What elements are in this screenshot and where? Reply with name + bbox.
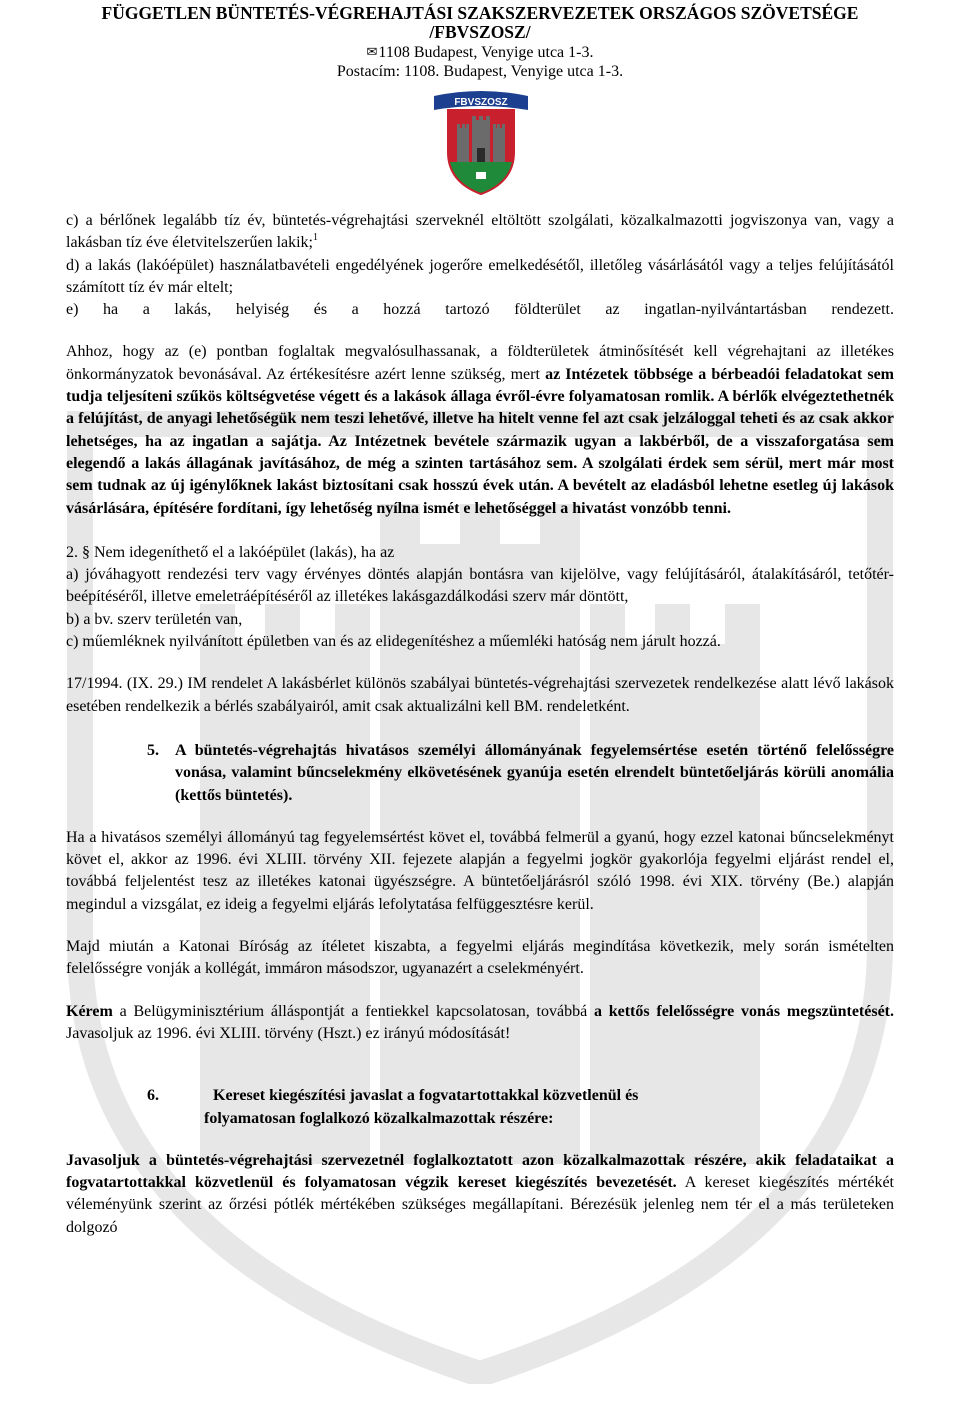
fbvszosz-logo <box>422 90 540 198</box>
section-6-title-line2: folyamatosan foglalkozó közalkalmazottak részére: <box>204 1109 554 1127</box>
address-line <box>0 42 960 62</box>
section-6-heading <box>147 1085 894 1130</box>
para-e: e) ha a lakás, helyiség és a hozzá tartozó földterület az ingatlan-nyilvántartásban rendezett. <box>66 301 894 319</box>
para-d: d) a lakás (lakóépület) használatbavételi engedélyének jogerőre emelkedésétől, illetőleg vásárlásától vagy a teljes felújításától számított tíz év már eltelt; <box>66 256 894 296</box>
section-2-c: c) műemléknek nyilvánított épületben van és az elidegenítéshez a műemléki hatóság nem járult hozzá. <box>66 633 721 651</box>
section-5-heading <box>147 740 894 807</box>
para-request: Kérem a Belügyminisztérium álláspontját a fentiekkel kapcsolatosan, továbbá a kettős felelősségre vonás megszüntetését. Javasoljuk az 1996. évi XLIII. törvény (Hszt.) ez irányú módosítását! <box>66 1002 895 1042</box>
org-name-line2: /FBVSZOSZ/ <box>429 22 531 42</box>
postal-address: Postacím: 1108. Budapest, Venyige utca 1-3. <box>336 63 624 80</box>
para-c: c) a bérlőnek legalább tíz év, büntetés-végrehajtási szerveknél eltöltött szolgálati, közalkalmazotti jogviszonya van, vagy a lakásban tíz éve életvitelszerűen lakik;$^1$ <box>66 212 894 252</box>
section-5-title: A büntetés-végrehajtás hivatásos személyi állományának fegyelemsértése esetén történő felelősségre vonása, valamint bűncselekmény elkövetésének gyanúja esetén elrendelt büntetőeljárás körüli anomália (kettős büntetés). <box>175 741 894 804</box>
logo-text: FBVSZOSZ <box>454 97 508 108</box>
section-2-a: a) jóváhagyott rendezési terv vagy érvényes döntés alapján bontásra van kijelölve, vagy felújításáról, átalakításáról, tetőtér-beépítéséről, illetve emeletráépítéséről az illetékes lakásgazdálkodási szerv már döntött, <box>66 566 894 606</box>
section-6-number: 6. <box>147 1087 159 1105</box>
document-page <box>0 3 960 1236</box>
para-sale-reasoning: Ahhoz, hogy az (e) pontban foglaltak megvalósulhassanak, a földterületek átminősítését kell végrehajtani az illetékes önkormányzatok bevonásával. Az értékesítésre azért lenne szükség, mert az Intézetek többsége a bérbeadói feladatokat sem tudja teljesíteni szűkös költségvetése végett és a lakások állaga évről-évre folyamatosan romlik. A bérlők elvégeztethetnék a felújítást, de anyagi lehetőségük nem teszi lehetővé, illetve ha hitelt venne fel azt csak jelzáloggal teheti és az csak akkor lehetséges, ha az ingatlan a sajátja. Az Intézetnek bevétele származik ugyan a lakbérből, de a visszaforgatása sem elegendő a lakás állagának javításához, de még a szinten tartásához sem. A szolgálati érdek sem sérül, mert már most sem tudnak az új igénylőknek lakást biztosítani csak hosszú évek után. A bevételt az eladásból lehetne esetleg új lakások vásárlására, építésére fordítani, így lehetőség nyílna ismét e lehetőséggel a hivatást vonzóbb tenni. <box>66 343 895 517</box>
section-5-number: 5. <box>147 741 159 759</box>
org-name-line1: FÜGGETLEN BÜNTETÉS-VÉGREHAJTÁSI SZAKSZERVEZETEK ORSZÁGOS SZÖVETSÉGE <box>101 3 859 23</box>
footnote-ref: 1 <box>313 232 318 244</box>
letterhead <box>0 4 960 81</box>
section-6-title-line1: Kereset kiegészítési javaslat a fogvatartottakkal közvetlenül és <box>213 1087 639 1105</box>
para-im-decree: 17/1994. (IX. 29.) IM rendelet A lakásbérlet különös szabályai büntetés-végrehajtási szervezetek rendelkezése alatt lévő lakások esetében rendelkezik a bérlés szabályairól, amit csak aktualizálni kell BM. rendeletként. <box>66 675 894 715</box>
section-2-b: b) a bv. szerv területén van, <box>66 610 243 628</box>
section-2-heading: 2. § Nem idegeníthető el a lakóépület (lakás), ha az <box>66 543 395 561</box>
para-disciplinary: Ha a hivatásos személyi állományú tag fegyelemsértést követ el, továbbá felmerül a gyanú, hogy ezzel katonai bűncselekményt követ el, akkor az 1996. évi XLIII. törvény XII. fejezete alapján a fegyelmi jogkör gyakorlója fegyelmi eljárást rendel el, továbbá feljelentést tesz az illetékes katonai ügyészségre. A büntetőeljárásról szóló 1998. évi XIX. törvény (Be.) alapján megindul a vizsgálat, ez ideig a fegyelmi eljárás lefolytatása felfüggesztésre kerül. <box>66 828 894 913</box>
para-wage-supplement: Javasoljuk a büntetés-végrehajtási szervezetnél foglalkoztatott azon közalkalmazottak részére, akik feladataikat a fogvatartottakkal közvetlenül és folyamatosan végzik kereset kiegészítés bevezetését. A kereset kiegészítés mértékét véleményünk szerint az őrzési pótlék mértékében szükséges megállapítani. Bérezésük jelenleg nem tér el a más területeken dolgozó <box>66 1151 894 1236</box>
para-military-court: Majd miután a Katonai Bíróság az ítéletet kiszabta, a fegyelmi eljárás megindítása következik, mely során ismételten felelősségre vonják a kollégát, immáron másodszor, ugyanazért a cselekményért. <box>66 938 894 978</box>
document-body <box>66 210 894 1239</box>
envelope-icon: ✉ <box>366 44 378 59</box>
address-text: 1108 Budapest, Venyige utca 1-3. <box>378 44 594 61</box>
